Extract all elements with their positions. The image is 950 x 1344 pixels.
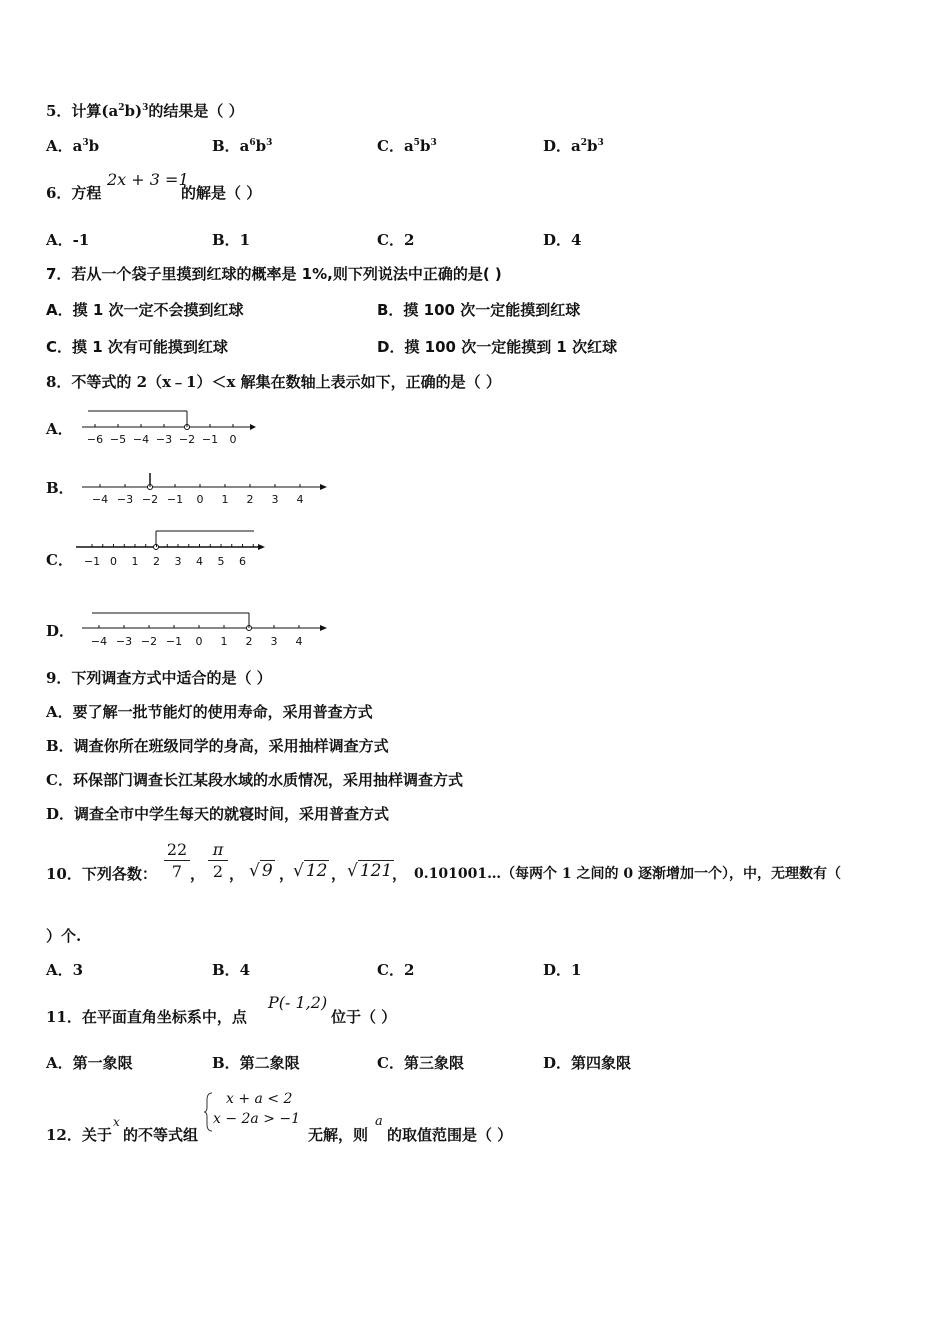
q12-ineq2: x − 2a > −1 (213, 1111, 301, 1127)
q5-sup2: 3 (142, 103, 149, 113)
tick-label: 4 (196, 555, 203, 568)
q10-sqrt1-radicand: 9 (261, 861, 273, 881)
tick-label: 0 (196, 493, 204, 506)
tick-label: −5 (109, 433, 127, 446)
q5-stem (46, 101, 244, 121)
q10-frac1-num: 22 (164, 840, 190, 861)
q10-comma-1: ， (190, 865, 206, 883)
q10-sqrt-9: √ 9 (249, 861, 273, 881)
q8-number-line-a (80, 405, 260, 445)
q10-sqrt2-radicand: 12 (305, 861, 328, 881)
q10-stem-cont: ）个. (46, 927, 82, 945)
q5-d-sup2: 3 (597, 138, 604, 148)
q7-option-b: B．摸 100 次一定能摸到红球 (377, 301, 581, 319)
tick-label: −2 (141, 493, 159, 506)
q5-b-sup2: 3 (266, 138, 273, 148)
q5-d-sup: 2 (580, 138, 587, 148)
q12-var-a: a (375, 1114, 383, 1129)
q6-stem-post: 的解是（ ） (181, 184, 262, 202)
q5-option-c (377, 136, 437, 156)
tick-label: 3 (271, 493, 279, 506)
q10-comma-5: ， (392, 865, 408, 883)
tick-label: −1 (165, 635, 183, 648)
q9-option-d: D．调查全市中学生每天的就寝时间，采用普查方式 (46, 805, 390, 823)
tick-label: 2 (246, 493, 254, 506)
q9-stem: 9．下列调查方式中适合的是（ ） (46, 669, 272, 687)
q5-stem-pre: 5．计算(a (46, 102, 119, 120)
q10-stem-pre: 10．下列各数： (46, 865, 157, 883)
q5-c-tail: b (419, 137, 431, 155)
tick-label: 0 (229, 433, 237, 446)
q12-ineq1: x + a < 2 (226, 1091, 293, 1107)
tick-label: 4 (296, 493, 304, 506)
q8-stem: 8．不等式的 2（x﹣1）＜x 解集在数轴上表示如下，正确的是（ ） (46, 373, 501, 391)
q8-option-d: D． (46, 622, 75, 640)
tick-label: 0 (110, 555, 117, 568)
q11-option-c: C．第三象限 (377, 1054, 464, 1072)
q8-option-b: B． (46, 479, 74, 497)
tick-label: −4 (90, 635, 108, 648)
q6-option-a: A．-1 (46, 231, 90, 249)
q10-stem-post: 0.101001…（每两个 1 之间的 0 逐渐增加一个），中，无理数有（ (414, 866, 842, 882)
q12-stem-mid: 的不等式组 (123, 1126, 199, 1144)
q5-c-sup: 5 (413, 138, 420, 148)
q9-option-a: A．要了解一批节能灯的使用寿命，采用普查方式 (46, 703, 373, 721)
q11-option-b: B．第二象限 (212, 1054, 300, 1072)
q8-number-line-c (74, 526, 274, 566)
q5-a-sup: 3 (82, 138, 89, 148)
q5-c-sup2: 3 (430, 138, 437, 148)
q5-a-tail: b (88, 137, 100, 155)
q5-b-label: B．a (212, 137, 250, 155)
tick-label: −6 (86, 433, 104, 446)
q7-option-c: C．摸 1 次有可能摸到红球 (46, 338, 228, 356)
q9-option-c: C．环保部门调查长江某段水域的水质情况，采用抽样调查方式 (46, 771, 463, 789)
q12-stem-pre: 12．关于 (46, 1126, 112, 1144)
q7-stem: 7．若从一个袋子里摸到红球的概率是 1%,则下列说法中正确的是( ) (46, 265, 502, 283)
q11-stem-pre: 11．在平面直角坐标系中，点 (46, 1008, 247, 1026)
q8-option-a: A． (46, 420, 73, 438)
q9-option-b: B．调查你所在班级同学的身高，采用抽样调查方式 (46, 737, 389, 755)
q7-option-d: D．摸 100 次一定能摸到 1 次红球 (377, 338, 618, 356)
q10-fraction-pi-2 (208, 840, 228, 881)
q10-frac2-den: 2 (212, 862, 224, 881)
tick-label: 5 (217, 555, 225, 568)
q10-frac2-num: π (208, 840, 228, 861)
q12-inequality-system (204, 1090, 304, 1132)
tick-label: −3 (116, 493, 134, 506)
q10-frac1-den: 7 (171, 862, 183, 881)
q10-option-c: C．2 (377, 961, 415, 979)
q12-stem-mid2: 无解，则 (308, 1126, 369, 1144)
q6-option-d: D．4 (543, 231, 582, 249)
q10-sqrt-12: √ 12 (293, 861, 328, 881)
q12-stem-post: 的取值范围是（ ） (387, 1126, 513, 1144)
q8-option-c: C． (46, 551, 73, 569)
q10-comma-4: ， (331, 865, 347, 883)
tick-label: −3 (115, 635, 133, 648)
q5-d-tail: b (587, 137, 598, 155)
q5-stem-mid: b) (124, 102, 143, 120)
tick-label: 2 (153, 555, 160, 568)
tick-label: 2 (245, 635, 253, 648)
tick-label: −1 (201, 433, 219, 446)
tick-label: 1 (131, 555, 139, 568)
q10-sqrt3-radicand: 121 (359, 861, 393, 881)
q6-equation: 2x + 3 =1 (107, 170, 189, 189)
tick-label: 0 (195, 635, 203, 648)
q5-b-sup: 6 (249, 138, 256, 148)
q6-stem-pre: 6．方程 (46, 184, 102, 202)
tick-label: −2 (178, 433, 196, 446)
tick-label: 6 (239, 555, 246, 568)
q5-c-label: C．a (377, 137, 414, 155)
q5-sup1: 2 (118, 103, 125, 113)
q8-number-line-d (80, 606, 340, 646)
tick-label: 1 (220, 635, 228, 648)
q11-option-d: D．第四象限 (543, 1054, 632, 1072)
q8-number-line-b (80, 465, 340, 505)
q10-comma-3: ， (279, 865, 295, 883)
q5-option-a (46, 136, 99, 156)
q5-d-label: D．a (543, 137, 581, 155)
q10-fraction-22-7 (164, 840, 190, 881)
tick-label: −1 (83, 555, 101, 568)
q5-option-d (543, 136, 604, 156)
q6-option-c: C．2 (377, 231, 415, 249)
tick-label: −4 (91, 493, 109, 506)
q10-option-d: D．1 (543, 961, 582, 979)
q10-option-b: B．4 (212, 961, 251, 979)
tick-label: 3 (270, 635, 278, 648)
tick-label: −1 (166, 493, 184, 506)
tick-label: 4 (295, 635, 303, 648)
q5-stem-post: 的结果是（ ） (148, 102, 244, 120)
q11-option-a: A．第一象限 (46, 1054, 133, 1072)
q11-stem-post: 位于（ ） (331, 1008, 397, 1026)
q10-comma-2: ， (229, 865, 245, 883)
q5-a-label: A．a (46, 137, 83, 155)
q6-option-b: B．1 (212, 231, 251, 249)
q10-option-a: A．3 (46, 961, 84, 979)
tick-label: 3 (174, 555, 182, 568)
q5-option-b (212, 136, 272, 156)
tick-label: −4 (132, 433, 150, 446)
q11-point: P(- 1,2) (268, 993, 328, 1012)
q10-sqrt-121: √ 121 (347, 861, 393, 881)
q7-option-a: A．摸 1 次一定不会摸到红球 (46, 301, 244, 319)
q12-var-x: x (113, 1115, 120, 1129)
tick-label: 1 (221, 493, 229, 506)
tick-label: −3 (155, 433, 173, 446)
tick-label: −2 (140, 635, 158, 648)
q5-b-tail: b (255, 137, 267, 155)
